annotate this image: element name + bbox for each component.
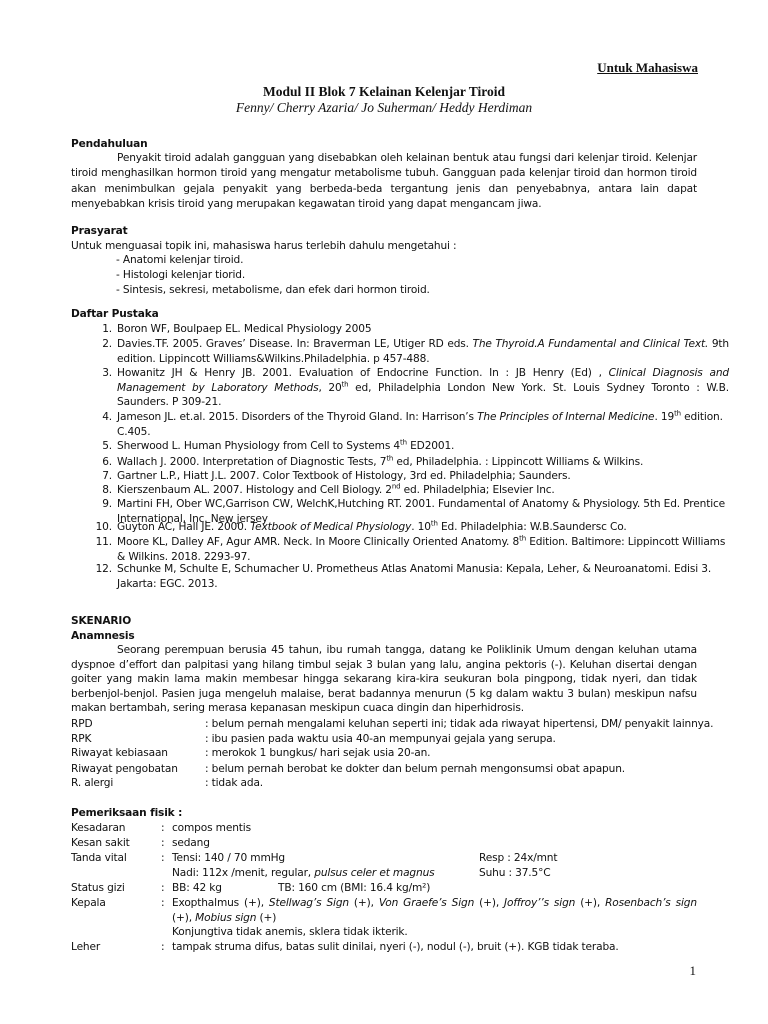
kepala-signs: Exopthalmus (+), Stellwag’s Sign (+), Von Graefe’s Sign (+), Joffroy’’s sign (+), Rosenbach’s sign (+), Mobius sign (+) (172, 897, 697, 924)
rpd-value: : belum pernah mengalami keluhan seperti ini; tidak ada riwayat hipertensi, DM/ penyakit lainnya. (205, 718, 714, 730)
reference-text: Jameson JL. et.al. 2015. Disorders of the Thyroid Gland. In: Harrison’s The Principles of Internal Medicine. 19th edition. C.405. (117, 409, 723, 438)
kebiasaan-value: : merokok 1 bungkus/ hari sejak usia 20-an. (205, 747, 431, 759)
pustaka-heading: Daftar Pustaka (71, 308, 159, 320)
reference-number: 3. (102, 367, 112, 379)
reference-text: Martini FH, Ober WC,Garrison CW, WelchK,Hutching RT. 2001. Fundamental of Anatomy & Physiology. 5th Ed. Prentice International, Inc. New jersey (117, 498, 726, 525)
reference-text: Davies.TF. 2005. Graves’ Disease. In: Braverman LE, Utiger RD eds. The Thyroid.A Fundamental and Clinical Text. 9th edition. Lippincott Williams&Wilkins.Philadelphia. p 457-488. (117, 338, 729, 365)
vital-label: Tanda vital (71, 852, 127, 864)
colon: : (161, 837, 165, 849)
pengobatan-label: Riwayat pengobatan (71, 763, 178, 775)
gizi-label: Status gizi (71, 882, 125, 894)
prasyarat-heading: Prasyarat (71, 225, 128, 237)
reference-number: 9. (102, 498, 112, 510)
reference-text: Kierszenbaum AL. 2007. Histology and Cell Biology. 2nd ed. Philadelphia; Elsevier Inc. (117, 482, 555, 496)
reference-number: 11. (95, 536, 112, 548)
reference-text: Guyton AC, Hall JE. 2000. Textbook of Medical Physiology. 10th Ed. Philadelphia: W.B.Saundersc Co. (117, 519, 627, 533)
prasyarat-item: - Histologi kelenjar tiorid. (116, 269, 246, 281)
colon: : (161, 822, 165, 834)
prasyarat-item: - Sintesis, sekresi, metabolisme, dan efek dari hormon tiroid. (116, 284, 430, 296)
anamnesis-text: Seorang perempuan berusia 45 tahun, ibu rumah tangga, datang ke Poliklinik Umum dengan keluhan utama dyspnoe d’effort dan palpitasi yang hilang timbul sejak 3 bulan yang lalu, angina pektoris (-). Keluhan disertai dengan goiter yang makin lama makin membesar hingga sekarang kira-kira seukuran bola pingpong, tidak nyeri, dan tidak berbenjol-benjol. Pasien juga mengeluh malaise, berat badannya menurun (5 kg dalam waktu 3 bulan) meskipun nafsu makan bertambah, sering merasa kepanasan meskipun cuaca dingin dan hiperhidrosis. (71, 644, 697, 715)
alergi-value: : tidak ada. (205, 777, 264, 789)
prasyarat-intro: Untuk menguasai topik ini, mahasiswa harus terlebih dahulu mengetahui : (71, 240, 457, 252)
reference-text: Boron WF, Boulpaep EL. Medical Physiology 2005 (117, 323, 372, 335)
reference-number: 6. (102, 456, 112, 468)
kepala-konjungtiva: Konjungtiva tidak anemis, sklera tidak ikterik. (172, 926, 408, 938)
audience-label: Untuk Mahasiswa (597, 60, 698, 75)
reference-text: Schunke M, Schulte E, Schumacher U. Prometheus Atlas Anatomi Manusia: Kepala, Leher, & Neuroanatomi. Edisi 3. Jakarta: EGC. 2013. (117, 563, 712, 590)
colon: : (161, 897, 165, 909)
reference-number: 2. (102, 338, 112, 350)
skenario-heading: SKENARIO (71, 615, 132, 627)
kebiasaan-label: Riwayat kebiasaan (71, 747, 168, 759)
anamnesis-heading: Anamnesis (71, 630, 135, 642)
fisik-heading: Pemeriksaan fisik : (71, 807, 183, 819)
reference-text: Howanitz JH & Henry JB. 2001. Evaluation of Endocrine Function. In : JB Henry (Ed) , Clinical Diagnosis and Management by Laboratory Methods, 20th ed, Philadelphia London New York. St. Louis Sydney Toronto : W.B. Saunders. P 309-21. (117, 367, 729, 409)
page-number: 1 (689, 963, 696, 978)
kesan-label: Kesan sakit (71, 837, 130, 849)
reference-number: 12. (95, 563, 112, 575)
colon: : (161, 941, 165, 953)
module-title: Modul II Blok 7 Kelainan Kelenjar Tiroid (262, 84, 506, 99)
reference-number: 5. (102, 440, 112, 452)
pengobatan-value: : belum pernah berobat ke dokter dan belum pernah mengonsumsi obat apapun. (205, 763, 625, 775)
tensi-value: Tensi: 140 / 70 mmHg (172, 852, 286, 864)
bb-value: BB: 42 kg (172, 882, 222, 894)
reference-number: 7. (102, 470, 112, 482)
tb-value: TB: 160 cm (BMI: 16.4 kg/m²) (278, 882, 431, 894)
suhu-value: Suhu : 37.5°C (479, 867, 551, 879)
leher-value: tampak struma difus, batas sulit dinilai, nyeri (-), nodul (-), bruit (+). KGB tidak teraba. (172, 941, 619, 953)
kesadaran-value: compos mentis (172, 822, 251, 834)
reference-number: 4. (102, 411, 112, 423)
alergi-label: R. alergi (71, 777, 114, 789)
reference-text: Sherwood L. Human Physiology from Cell to Systems 4th ED2001. (117, 438, 455, 452)
leher-label: Leher (71, 941, 101, 953)
reference-number: 8. (102, 484, 112, 496)
rpk-value: : ibu pasien pada waktu usia 40-an mempunyai gejala yang serupa. (205, 733, 556, 745)
colon: : (161, 882, 165, 894)
kesadaran-label: Kesadaran (71, 822, 126, 834)
pendahuluan-text: Penyakit tiroid adalah gangguan yang disebabkan oleh kelainan bentuk atau fungsi dari kelenjar tiroid. Kelenjar tiroid menghasilkan hormon tiroid yang mengatur metabolisme tubuh. Gangguan pada kelenjar tiroid dan hormon tiroid akan menimbulkan gejala penyakit yang berbeda-beda tergantung jenis dan penyebabnya, antara lain dapat menyebabkan krisis tiroid yang merupakan kegawatan tiroid yang dapat mengancam jiwa. (71, 152, 697, 210)
pendahuluan-heading: Pendahuluan (71, 138, 148, 150)
kepala-label: Kepala (71, 897, 106, 909)
kesan-value: sedang (172, 837, 210, 849)
rpk-label: RPK (71, 733, 92, 745)
module-authors: Fenny/ Cherry Azaria/ Jo Suherman/ Heddy Herdiman (235, 100, 533, 115)
rpd-label: RPD (71, 718, 93, 730)
reference-text: Gartner L.P., Hiatt J.L. 2007. Color Textbook of Histology, 3rd ed. Philadelphia; Saunders. (117, 470, 571, 482)
reference-number: 10. (95, 521, 112, 533)
reference-text: Wallach J. 2000. Interpretation of Diagnostic Tests, 7th ed, Philadelphia. : Lippincott Williams & Wilkins. (117, 454, 644, 468)
prasyarat-item: - Anatomi kelenjar tiroid. (116, 254, 244, 266)
resp-value: Resp : 24x/mnt (479, 852, 558, 864)
reference-number: 1. (102, 323, 112, 335)
reference-text: Moore KL, Dalley AF, Agur AMR. Neck. In Moore Clinically Oriented Anatomy. 8th Edition. Baltimore: Lippincott Williams & Wilkins. 2018. 2293-97. (117, 534, 726, 563)
nadi-value: Nadi: 112x /menit, regular, pulsus celer et magnus (172, 867, 435, 879)
colon: : (161, 852, 165, 864)
